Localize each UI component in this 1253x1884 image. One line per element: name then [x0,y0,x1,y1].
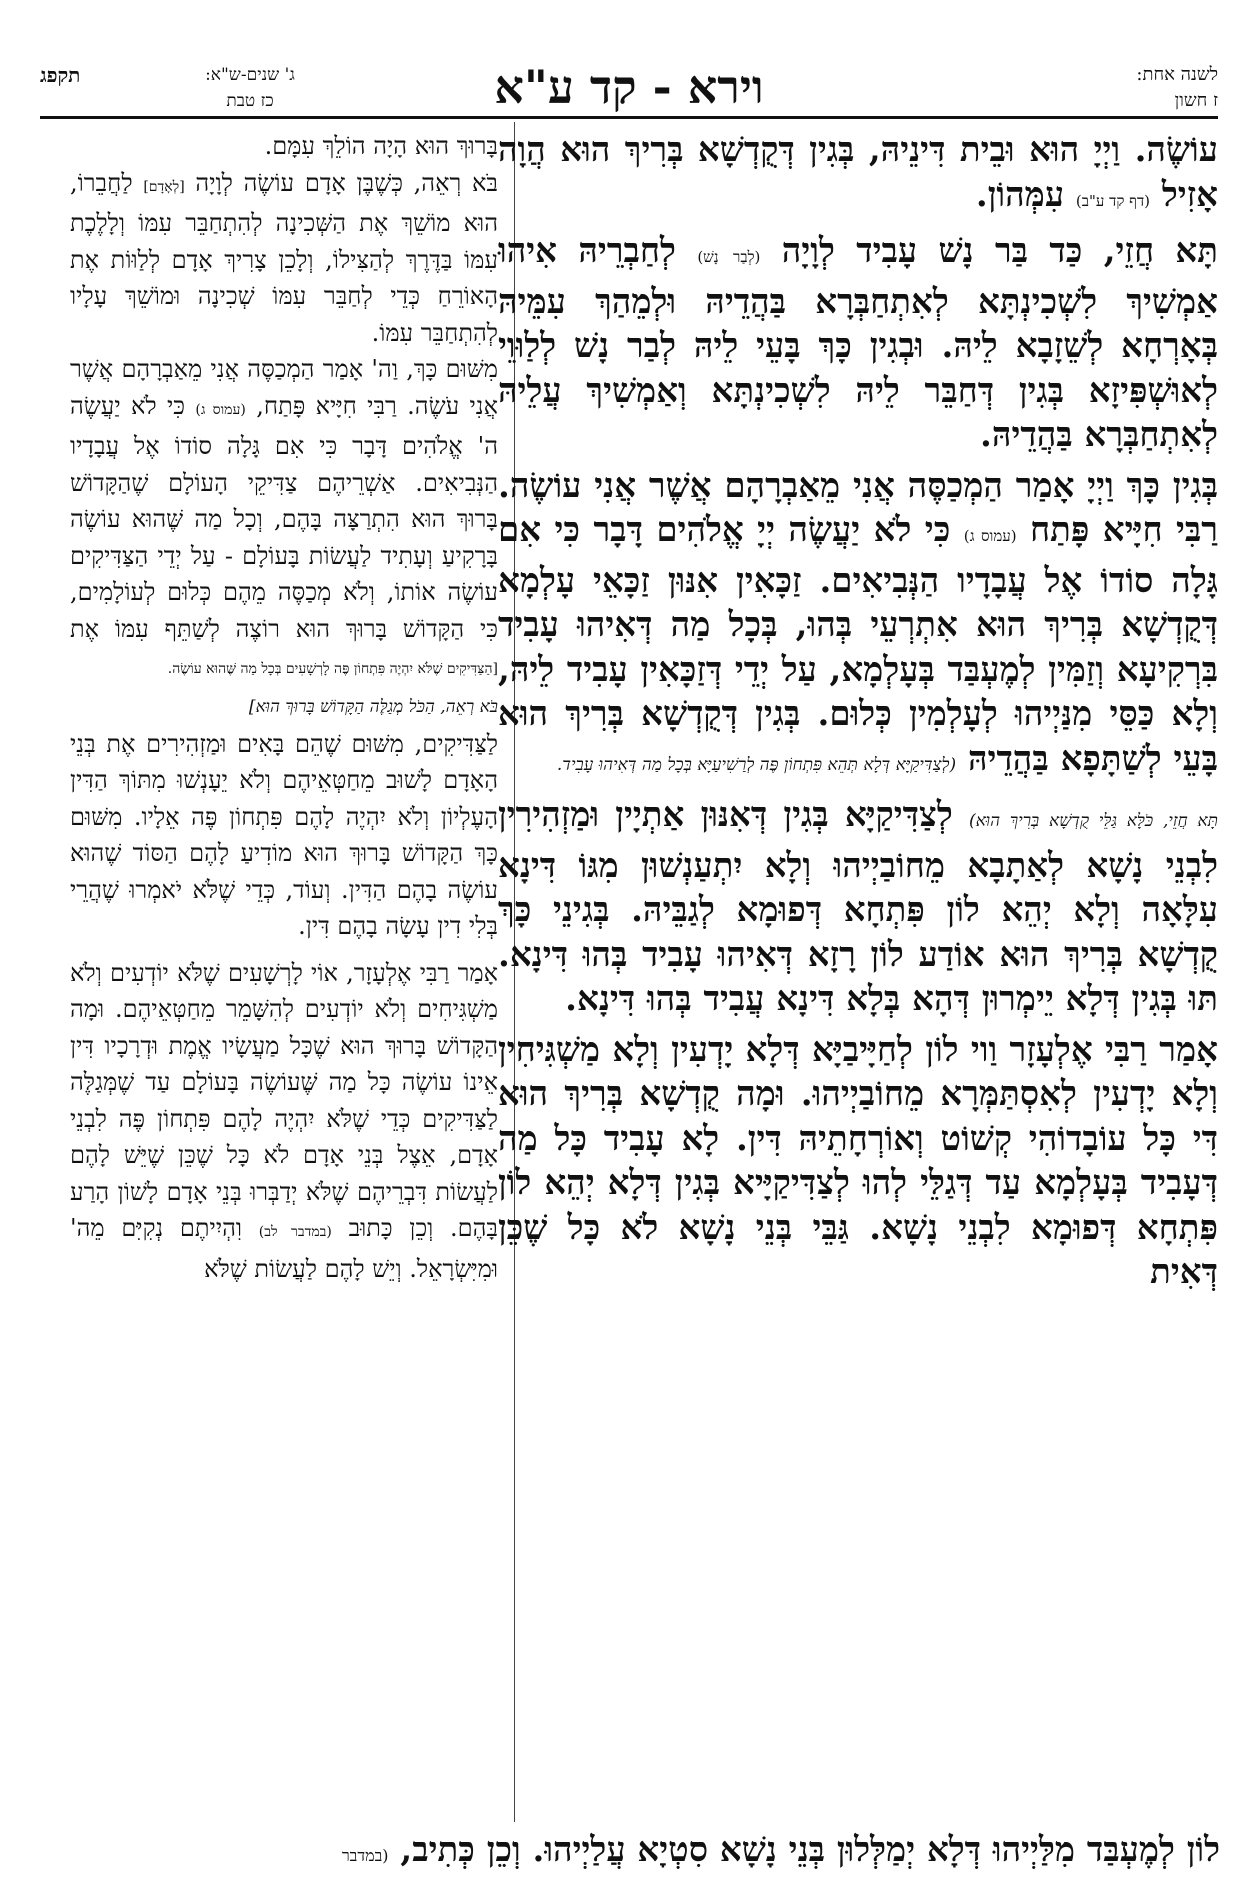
side-paragraph [70,128,498,165]
side-paragraph [70,955,498,1288]
bottom-continuation-line [40,1828,1220,1878]
main-text: עִמְּהוֹן. [975,174,1065,215]
main-paragraph [498,464,1218,788]
side-paragraph [70,351,498,688]
main-paragraph [498,1028,1218,1295]
side-text: בֹּא רְאֵה, כְּשֶׁבֶּן אָדָם עוֹשֶׂה לְוָיָה [195,168,498,197]
page-title: וירא - קד ע"א [494,60,764,114]
main-text: תָּא חֲזֵי, כַּד בַּר נָשׁ עָבִיד לְוָיָה [781,231,1218,271]
main-text: לְצַדִּיקַיָּא בְּגִין דְּאִנּוּן אַתְיָין וּמַזְהִירִין לִבְנֵי נָשָׁא לְאַתָבָא מֵחוֹבַיְיהוּ וְלָא יִתְעַנְשׁוּן מִגּוֹ דִּינָא עִלָּאָה וְלָא יְהֵא לוֹן פִּתְחָא דְּפוּמָא לְגַבֵּיהּ. בְּגִינֵי כָּךְ קֻדְשָׁא בְּרִיךְ הוּא אוֹדַע לוֹן רָזָא דְּאִיהוּ עָבִיד בְּהוּ דִּינָא. תּוּ בְּגִין דְּלָא יֵימְרוּן דְּהָא בְּלָא דִּינָא עֲבִיד בְּהוּ דִּינָא. [498,795,1218,1019]
header-three-years-label: ג' שנים-ש"א: [205,65,295,85]
verse-reference: (במדבר לב) [258,1224,332,1240]
main-text: עוֹשֶׂה. וַיְיָ הוּא וּבֵית דִּינֵיהּ, בְּגִין דְּקֻדְשָׁא בְּרִיךְ הוּא הֲוָה אָזִיל [498,130,1218,215]
side-column-translation [70,128,498,1287]
main-paragraph [498,229,1218,458]
variant-reading: תָּא חֲזֵי, כֹּלָּא גַּלֵּי קֻדְשָׁא בְּרִיךְ הוּא) [968,811,1218,831]
main-text: בְּגִין כָּךְ וַיְיָ אָמַר הַמְכַסֶּה אֲנִי מֵאַבְרָהָם אֲשֶׁר אֲנִי עוֹשֶׂה. רַבִּי חִיָּיא פָּתַח [498,465,1218,550]
page-header [40,58,1218,118]
header-divider [40,116,1218,119]
verse-reference: (במדבר [341,1846,389,1865]
variant-reading: [הַצַּדִּיקִים שֶׁלֹּא יִהְיֶה פִּתְחוֹן פֶּה לָרְשָׁעִים בְּכָל מַה שֶּׁהוּא עוֹשֶׂה. [167,661,498,677]
variant-reading: בֹּא רְאֵה, הַכֹּל מְגַלֶּה הַקָּדוֹשׁ בָּרוּךְ הוּא] [248,696,498,717]
main-paragraph [498,793,1218,1022]
variant-reading: (לְצַדִּיקַיָּא דְּלָא תְּהֵא פִּתְחוֹן פֶּה לְרַשִׁיעַיָּא בְּכָל מַה דְּאִיהוּ עָבִיד. [556,754,957,775]
header-one-year-date: ז חשון [1174,90,1218,111]
side-paragraph [70,165,498,352]
variant-reading: [לְאָדָם] [143,178,185,195]
side-text: לַצַּדִּיקִים, מִשּׁוּם שֶׁהֵם בָּאִים וּמַזְהִירִים אֶת בְּנֵי הָאָדָם לָשׁוּב מֵחַטְּאֵיהֶם וְלֹא יֵעָנְשׁוּ מִתּוֹךְ הַדִּין הָעֶלְיוֹן וְלֹא יִהְיֶה לָהֶם פִּתְחוֹן פֶּה אֵלָיו. מִשּׁוּם כָּךְ הַקָּדוֹשׁ בָּרוּךְ הוּא מוֹדִיעַ לָהֶם הַסּוֹד שֶׁהוּא עוֹשֶׂה בָהֶם הַדִּין. וְעוֹד, כְּדֵי שֶׁלֹּא יֹאמְרוּ שֶׁהֲרֵי בְּלִי דִין עָשָׂה בָהֶם דִּין. [70,729,498,940]
page-number: תקפג [40,63,81,87]
side-text: מִשּׁוּם כָּךְ, וַה' אָמַר הַמְכַסֶּה אֲנִי מֵאַבְרָהָם אֲשֶׁר אֲנִי עֹשֶׂה. רַבִּי חִיָּיא פָּתַח, [70,355,499,420]
main-column-aramaic [498,128,1218,1301]
paragraph-gap [70,945,498,955]
main-paragraph [498,128,1218,223]
header-one-year-label: לשנה אחת: [1136,64,1218,85]
main-text: לוֹן לְמֶעְבַּד מִלַּיְיהוּ דְּלָא יְמַלְּלוּן בְּנֵי נָשָׁא סִטְיָא עֲלַיְיהוּ. וְכֵן כְּתִיב, [400,1830,1220,1870]
header-three-years-date: כז טבת [226,91,274,111]
verse-reference: (עמוס ג) [963,527,1017,545]
side-text: אָמַר רַבִּי אֶלְעָזָר, אוֹי לָרְשָׁעִים שֶׁלֹּא יוֹדְעִים וְלֹא מַשְׁגִּיחִים וְלֹא יוֹדְעִים לְהִשָּׁמֵר מֵחַטְּאֵיהֶם. וּמָה הַקָּדוֹשׁ בָּרוּךְ הוּא שֶׁכָּל מַעֲשָׂיו אֱמֶת וּדְרָכָיו דִּין אֵינוֹ עוֹשֶׂה כָּל מַה שֶּׁעוֹשֶׂה בָּעוֹלָם עַד שֶׁמְּגַלֶּה לַצַּדִּיקִים כְּדֵי שֶׁלֹּא יִהְיֶה לָהֶם פִּתְחוֹן פֶּה לִבְנֵי אָדָם, אֵצֶל בְּנֵי אָדָם לֹא כָּל שֶׁכֵּן שֶׁיֵּשׁ לָהֶם לַעֲשׂוֹת דִּבְרֵיהֶם שֶׁלֹּא יְדַבְּרוּ בְּנֵי אָדָם לָשׁוֹן הָרַע בָּהֶם. וְכֵן כָּתוּב [70,958,498,1242]
variant-reading: (לְבַר נָשׁ) [697,248,761,266]
side-text: בָּרוּךְ הוּא הָיָה הוֹלֵךְ עִמָּם. [264,132,498,160]
header-study-schedule-three-years [140,62,360,114]
main-text: אָמַר רַבִּי אֶלְעָזָר וַוי לוֹן לְחַיָּיבַיָּא דְּלָא יָדְעִין וְלָא מַשְׁגִּיחִין וְלָא יָדְעִין לְאִסְתַּמְּרָא מֵחוֹבַיְיהוּ. וּמָה קֻדְשָׁא בְּרִיךְ הוּא דִּי כָּל עוֹבָדוֹהִי קְשׁוֹט וְאוֹרְחָתֵיהּ דִּין. לָא עָבִיד כָּל מַה דְּעָבִיד בְּעָלְמָא עַד דְּגַלֵּי לְהוּ לְצַדִּיקַיָּיא בְּגִין דְּלָא יְהֵא לוֹן פִּתְחָא דְּפוּמָא לִבְנֵי נָשָׁא. גַּבֵּי בְּנֵי נָשָׁא לֹא כָּל שֶׁכֵּן דְּאִית [498,1029,1218,1292]
side-text: וִהְיִיתֶם נְקִיִּם מֵה' וּמִיִּשְׂרָאֵל. וְיֵשׁ לָהֶם לַעֲשׂוֹת שֶׁלֹּא [70,1214,498,1283]
main-text: לְחַבְרֵיהּ אִיהוּ אַמְשִׁיךְ לִשְׁכִינְתָּא לְאִתְחַבְּרָא בַּהֲדֵיהּ וּלְמֵהַךְ עִמֵּיהּ בְּאָרְחָא לְשֵׁזָבָא לֵיהּ. וּבְגִין כָּךְ בָּעֵי לֵיהּ לְבַר נָשׁ לְלַוּוֵי לְאוּשְׁפִּיזָא בְּגִין דְּחַבֵּר לֵיהּ לִשְׁכִינְתָּא וְאַמְשִׁיךְ עֲלֵיהּ לְאִתְחַבְּרָא בַּהֲדֵיהּ. [498,231,1219,455]
page-reference: (דף קד ע"ב) [1075,191,1151,210]
verse-reference: (עמוס ג) [195,401,246,418]
side-text: לַחֲבֵרוֹ, הוּא מוֹשֵׁךְ אֶת הַשְּׁכִינָה לְהִתְחַבֵּר עִמּוֹ וְלָלֶכֶת עִמּוֹ בַּדֶּרֶךְ לְהַצִּילוֹ, וְלָכֵן צָרִיךְ אָדָם לְלַוּוֹת אֶת הָאוֹרֵחַ כְּדֵי לְחַבֵּר עִמּוֹ שְׁכִינָה וּמוֹשֵׁךְ עָלָיו לְהִתְחַבֵּר עִמּוֹ. [70,168,498,347]
side-paragraph [70,726,498,945]
side-text: כִּי לֹא יַעֲשֶׂה ה' אֱלֹהִים דָּבָר כִּי אִם גָּלָה סוֹדוֹ אֶל עֲבָדָיו הַנְּבִיאִים. אַשְׁרֵיהֶם צַדִּיקֵי הָעוֹלָם שֶׁהַקָּדוֹשׁ בָּרוּךְ הוּא הִתְרַצָּה בָּהֶם, וְכָל מַה שֶּׁהוּא עוֹשֶׂה בָּרָקִיעַ וְעָתִיד לַעֲשׂוֹת בָּעוֹלָם - עַל יְדֵי הַצַּדִּיקִים עוֹשֶׂה אוֹתוֹ, וְלֹא מְכַסֶּה מֵהֶם כְּלוּם לְעוֹלָמִים, כִּי הַקָּדוֹשׁ בָּרוּךְ הוּא רוֹצֶה לְשַׁתֵּף עִמּוֹ אֶת [70,391,498,643]
main-text: כִּי לֹא יַעֲשֶׂה יְיָ אֱלֹהִים דָּבָר כִּי אִם גָּלָה סוֹדוֹ אֶל עֲבָדָיו הַנְּבִיאִים. זַכָּאִין אִנּוּן זַכָּאֵי עָלְמָא דְּקֻדְשָׁא בְּרִיךְ הוּא אִתְרְעֵי בְּהוּ, בְּכָל מַה דְּאִיהוּ עָבִיד בִּרְקִיעָא וְזַמִּין לְמֶעְבַּד בְּעָלְמָא, עַל יְדֵי דְּזַכָּאִין עָבִיד לֵיהּ, וְלָא כַּסֵּי מִנַּיְיהוּ לְעָלְמִין כְּלוּם. בְּגִין דְּקֻדְשָׁא בְּרִיךְ הוּא בָּעֵי לְשַׁתָּפָא בַּהֲדֵיהּ [498,510,1218,779]
